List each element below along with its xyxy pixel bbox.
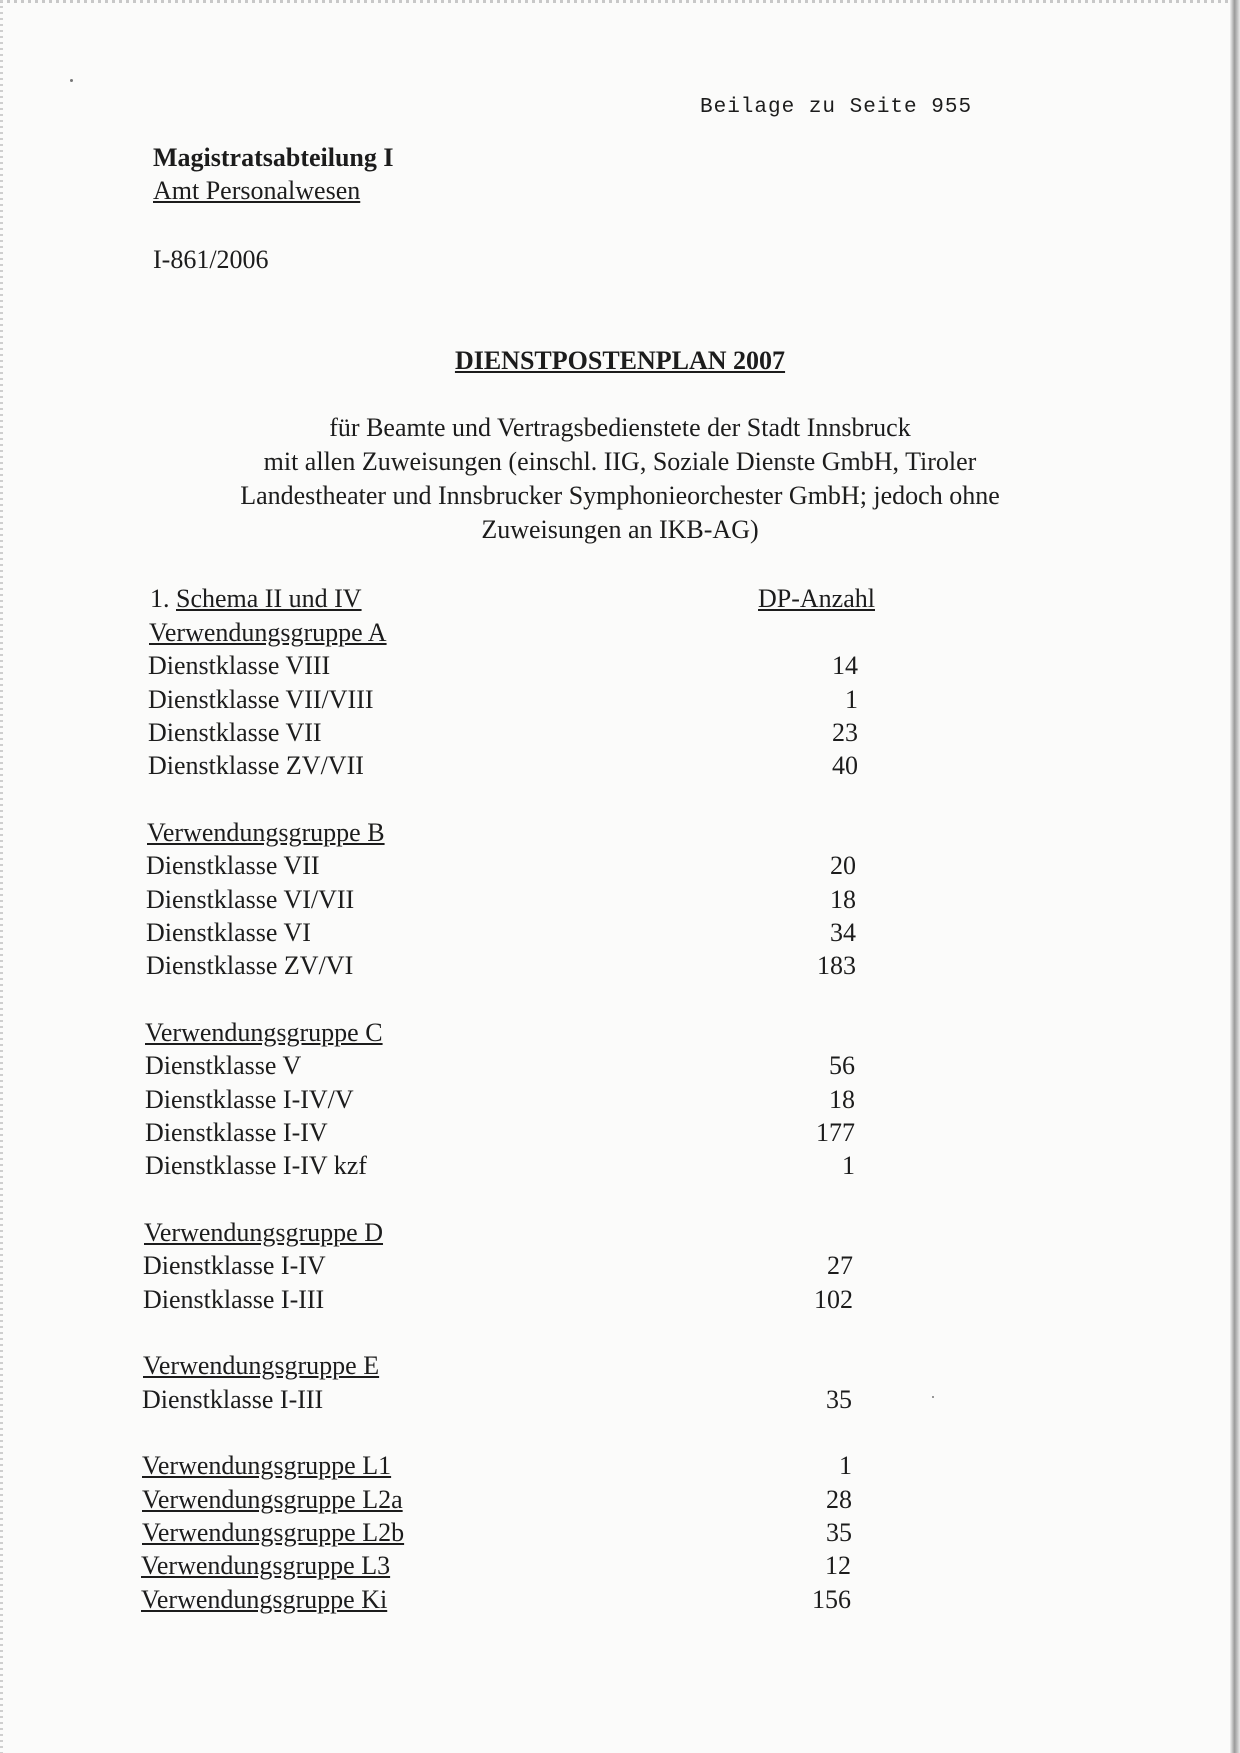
table-row — [146, 916, 856, 950]
row-label: Dienstklasse VI/VII — [146, 885, 355, 914]
row-label: Verwendungsgruppe L2b — [142, 1518, 405, 1547]
scan-speck — [932, 1396, 934, 1398]
row-value: 40 — [832, 751, 858, 780]
table-row — [148, 649, 858, 683]
office-name: Amt Personalwesen — [153, 176, 361, 205]
group-heading: Verwendungsgruppe A — [149, 618, 387, 647]
table-row — [146, 849, 856, 883]
row-label: Dienstklasse I-IV — [145, 1118, 328, 1147]
department-name: Magistratsabteilung I — [153, 143, 394, 172]
table-row — [142, 1516, 852, 1550]
row-value: 102 — [814, 1285, 853, 1314]
table-header-row — [150, 582, 875, 616]
beilage-note: Beilage zu Seite 955 — [700, 96, 973, 119]
row-label: Verwendungsgruppe L1 — [142, 1451, 392, 1480]
row-label: Dienstklasse VII/VIII — [148, 685, 374, 714]
document-title: DIENSTPOSTENPLAN 2007 — [454, 346, 786, 375]
row-value: 35 — [826, 1518, 852, 1547]
table-row — [143, 1249, 853, 1283]
row-label: Verwendungsgruppe Ki — [141, 1585, 388, 1614]
subtitle-line: für Beamte und Vertragsbedienstete der Stadt Innsbruck — [329, 413, 911, 442]
table-row — [145, 1049, 855, 1083]
section-label: Schema II und IV — [176, 584, 362, 613]
row-value: 28 — [826, 1485, 852, 1514]
row-value: 1 — [842, 1151, 855, 1180]
table-row — [145, 1083, 855, 1117]
row-value: 14 — [832, 651, 858, 680]
row-label: Verwendungsgruppe L2a — [142, 1485, 403, 1514]
row-value: 27 — [827, 1251, 853, 1280]
section-number: 1. — [150, 584, 170, 613]
subtitle-line: mit allen Zuweisungen (einschl. IIG, Soziale Dienste GmbH, Tiroler — [263, 447, 977, 476]
row-value: 23 — [832, 718, 858, 747]
table-row — [145, 1116, 855, 1150]
table-row — [142, 1449, 852, 1483]
row-label: Dienstklasse I-IV — [143, 1251, 326, 1280]
row-value: 18 — [829, 1085, 855, 1114]
table-row — [142, 1483, 852, 1517]
table-row — [146, 883, 856, 917]
row-value: 18 — [830, 885, 856, 914]
row-value: 177 — [816, 1118, 855, 1147]
table-row — [141, 1549, 851, 1583]
table-row — [143, 1283, 853, 1317]
subtitle-line: Landestheater und Innsbrucker Symphonieorchester GmbH; jedoch ohne — [240, 481, 1000, 510]
row-label: Dienstklasse VII — [146, 851, 320, 880]
column-header: DP-Anzahl — [758, 584, 875, 613]
reference-number: I-861/2006 — [153, 245, 269, 274]
table-row — [145, 1149, 855, 1183]
row-label: Dienstklasse ZV/VI — [146, 951, 354, 980]
scan-speck — [70, 79, 73, 82]
row-value: 156 — [812, 1585, 851, 1614]
row-label: Verwendungsgruppe L3 — [141, 1551, 391, 1580]
table-row — [148, 716, 858, 750]
document-subtitle — [170, 411, 1070, 547]
row-value: 1 — [845, 685, 858, 714]
row-label: Dienstklasse VII — [148, 718, 322, 747]
row-label: Dienstklasse I-IV kzf — [145, 1151, 367, 1180]
row-label: Dienstklasse V — [145, 1051, 302, 1080]
table-row — [146, 949, 856, 983]
row-value: 35 — [826, 1385, 852, 1414]
row-label: Dienstklasse I-IV/V — [145, 1085, 354, 1114]
row-label: Dienstklasse ZV/VII — [148, 751, 364, 780]
row-value: 56 — [829, 1051, 855, 1080]
section-heading — [150, 582, 362, 616]
scan-edge-top — [0, 0, 1240, 3]
row-label: Dienstklasse VIII — [148, 651, 331, 680]
table-row — [148, 749, 858, 783]
group-heading: Verwendungsgruppe C — [145, 1018, 383, 1047]
row-label: Dienstklasse I-III — [143, 1285, 325, 1314]
row-label: Dienstklasse VI — [146, 918, 311, 947]
row-value: 1 — [839, 1451, 852, 1480]
row-value: 12 — [825, 1551, 851, 1580]
table-row — [148, 683, 858, 717]
group-heading: Verwendungsgruppe E — [143, 1351, 380, 1380]
group-heading: Verwendungsgruppe D — [144, 1218, 384, 1247]
table-row — [142, 1383, 852, 1417]
scan-edge-left — [0, 0, 3, 1753]
subtitle-line: Zuweisungen an IKB-AG) — [481, 515, 759, 544]
group-heading: Verwendungsgruppe B — [147, 818, 385, 847]
scan-edge-right — [1230, 0, 1240, 1753]
row-value: 183 — [817, 951, 856, 980]
row-label: Dienstklasse I-III — [142, 1385, 324, 1414]
row-value: 34 — [830, 918, 856, 947]
row-value: 20 — [830, 851, 856, 880]
table-row — [141, 1583, 851, 1617]
